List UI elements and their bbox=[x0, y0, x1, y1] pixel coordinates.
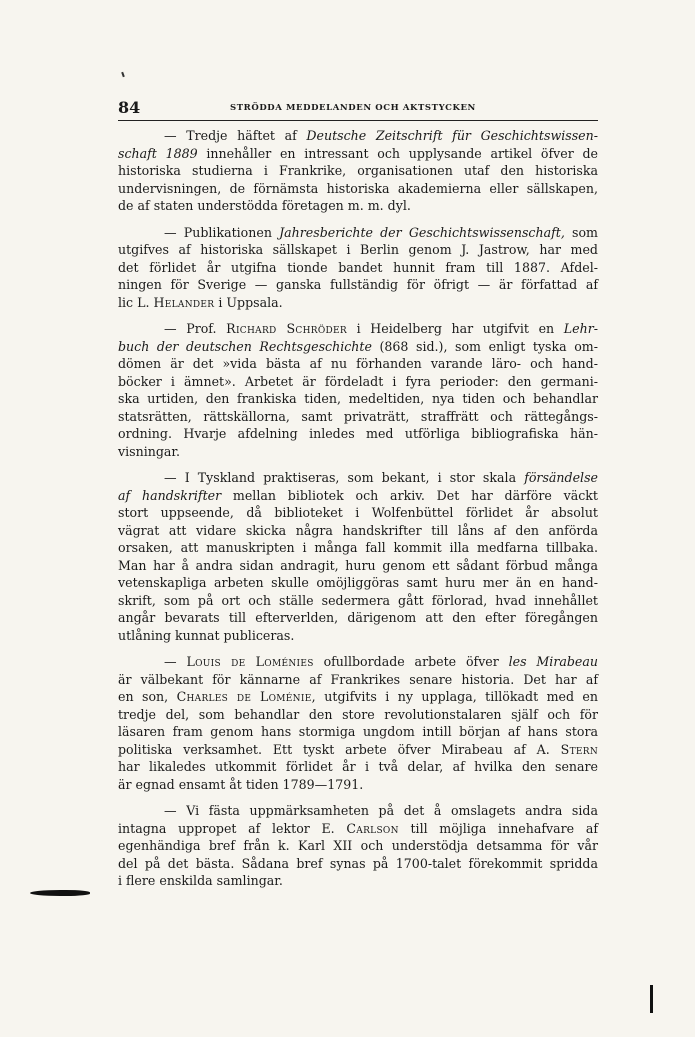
running-head: STRÖDDA MEDDELANDEN OCH AKTSTYCKEN bbox=[230, 103, 476, 113]
text-run: angår bevarats till efterverlden, därigenom att den efter föregången bbox=[118, 610, 598, 625]
text-line bbox=[118, 539, 598, 557]
text-line bbox=[118, 522, 598, 540]
text-run: vetenskapliga arbeten skulle omöjliggöras samt huru mer än en hand- bbox=[118, 575, 598, 590]
text-line bbox=[118, 688, 598, 706]
text-run: utgifvits i ny upplaga, tillökadt med en bbox=[315, 689, 599, 704]
text-line bbox=[118, 706, 598, 724]
paragraph bbox=[118, 802, 598, 890]
text-line bbox=[118, 504, 598, 522]
text-line bbox=[118, 820, 598, 838]
text-run: utgifves af historiska sällskapet i Berlin genom J. Jastrow, har med bbox=[118, 242, 598, 257]
text-run: historiska studierna i Frankrike, organisationen utaf den historiska bbox=[118, 163, 598, 178]
text-line bbox=[118, 162, 598, 180]
text-run: innehåller en intressant och upplysande artikel öfver de bbox=[197, 145, 598, 161]
page-header bbox=[118, 98, 598, 118]
text-line bbox=[118, 592, 598, 610]
text-line bbox=[118, 276, 598, 294]
text-run: mellan bibliotek och arkiv. Det har därföre väckt bbox=[221, 487, 598, 503]
text-run: lic L. bbox=[118, 294, 154, 310]
text-run: vägrat att vidare skicka några handskrifter till låns af den anförda bbox=[118, 522, 598, 538]
text-line bbox=[118, 197, 598, 215]
text-run: i Uppsala. bbox=[214, 294, 283, 310]
scan-speck bbox=[121, 72, 125, 77]
text-line bbox=[118, 574, 598, 592]
text-line bbox=[118, 180, 598, 198]
text-line bbox=[118, 127, 598, 145]
paragraph bbox=[118, 127, 598, 215]
text-run: läsaren fram genom hans stormiga ungdom intill början af hans stora bbox=[118, 724, 598, 739]
text-run: i flere enskilda samlingar. bbox=[118, 873, 283, 888]
text-run: ordning. Hvarje afdelning inledes med utförliga bibliografiska hän- bbox=[118, 426, 598, 441]
text-run: har likaledes utkommit förlidet år i två delar, af hvilka den senare bbox=[118, 759, 598, 774]
text-run: intagna uppropet af lektor E. bbox=[118, 820, 347, 836]
text-line bbox=[118, 855, 598, 873]
text-line bbox=[118, 741, 598, 759]
text-run: Helander bbox=[153, 294, 215, 310]
text-run: ofullbordade arbete öfver bbox=[313, 654, 509, 669]
text-line bbox=[118, 373, 598, 391]
text-run: i Heidelberg har utgifvit en bbox=[346, 321, 564, 336]
text-run: Richard Schröder bbox=[226, 321, 347, 336]
text-run: buch der deutschen Rechtsgeschichte bbox=[118, 338, 372, 354]
paragraph bbox=[118, 320, 598, 460]
text-run: ningen för Sverige — ganska fullständig för öfrigt — är författad af bbox=[118, 277, 598, 292]
text-line bbox=[118, 469, 598, 487]
text-run: — Vi fästa uppmärksamheten på det å omslagets andra sida bbox=[164, 803, 598, 818]
text-run: (868 sid.), som enligt tyska om- bbox=[371, 338, 598, 354]
text-run: — Prof. bbox=[164, 321, 227, 336]
text-run: som bbox=[564, 224, 598, 240]
text-line bbox=[118, 408, 598, 426]
text-run: en son, bbox=[118, 689, 177, 704]
text-run: — Tredje häftet af bbox=[164, 128, 307, 143]
text-run: Man har å andra sidan andragit, huru genom ett sådant förbud många bbox=[118, 557, 598, 573]
text-run: Jahresberichte der Geschichtswissenschaft, bbox=[279, 224, 565, 240]
text-run: böcker i ämnet». Arbetet är fördeladt i fyra perioder: den germani- bbox=[118, 373, 598, 389]
text-line bbox=[118, 320, 598, 338]
text-run: är välbekant för kännarne af Frankrikes senare historia. Det har af bbox=[118, 671, 598, 687]
text-line bbox=[118, 776, 598, 794]
text-line bbox=[118, 443, 598, 461]
scan-ink-stroke-left bbox=[30, 890, 90, 896]
text-run: det förlidet år utgifna tionde bandet hunnit fram till 1887. Afdel- bbox=[118, 259, 598, 275]
text-run: statsrätten, rättskällorna, samt privaträtt, straffrätt och rättegångs- bbox=[118, 408, 598, 424]
text-run: Stern bbox=[560, 741, 598, 757]
text-line bbox=[118, 487, 598, 505]
text-line bbox=[118, 837, 598, 855]
text-run: försändelse bbox=[524, 470, 598, 485]
text-run: stort uppseende, då biblioteket i Wolfenbüttel förlidet år absolut bbox=[118, 505, 598, 520]
text-line bbox=[118, 653, 598, 671]
text-run: visningar. bbox=[118, 443, 181, 459]
text-run: till möjliga innehafvare af bbox=[398, 820, 598, 836]
text-run: Louis de Loménies bbox=[186, 654, 314, 669]
text-line bbox=[118, 627, 598, 645]
text-run: Charles de Loménie, bbox=[176, 689, 316, 704]
text-line bbox=[118, 390, 598, 408]
paragraph bbox=[118, 653, 598, 793]
text-line bbox=[118, 294, 598, 312]
scan-ink-stroke-right bbox=[650, 985, 653, 1013]
text-line bbox=[118, 758, 598, 776]
text-run: af handskrifter bbox=[118, 487, 222, 503]
text-line bbox=[118, 802, 598, 820]
text-run: — bbox=[164, 654, 187, 669]
text-run: tredje del, som behandlar den store revolutionstalaren själf och för bbox=[118, 706, 598, 722]
text-line bbox=[118, 609, 598, 627]
text-run: orsaken, att manuskripten i många fall kommit illa medfarna tillbaka. bbox=[118, 540, 598, 555]
text-run: undervisningen, de förnämsta historiska akademierna eller sällskapen, bbox=[118, 180, 598, 196]
text-run: skrift, som på ort och ställe sedermera gått förlorad, hvad innehållet bbox=[118, 592, 598, 608]
paragraph bbox=[118, 224, 598, 312]
text-run: utlåning kunnat publiceras. bbox=[118, 627, 295, 643]
text-line bbox=[118, 259, 598, 277]
text-run: politiska verksamhet. Ett tyskt arbete öfver Mirabeau af A. bbox=[118, 741, 561, 757]
text-run: ska urtiden, den frankiska tiden, medeltiden, nya tiden och behandlar bbox=[118, 391, 598, 406]
paragraph bbox=[118, 469, 598, 644]
text-line bbox=[118, 224, 598, 242]
text-line bbox=[118, 145, 598, 163]
text-body bbox=[118, 127, 598, 899]
text-run: les Mirabeau bbox=[508, 654, 598, 669]
text-line bbox=[118, 557, 598, 575]
text-line bbox=[118, 241, 598, 259]
text-line bbox=[118, 338, 598, 356]
text-run: Deutsche Zeitschrift für Geschichtswissen- bbox=[306, 128, 598, 143]
text-run: — I Tyskland praktiseras, som bekant, i stor skala bbox=[164, 470, 525, 485]
text-line bbox=[118, 425, 598, 443]
text-line bbox=[118, 723, 598, 741]
text-run: de af staten understödda företagen m. m. dyl. bbox=[118, 198, 411, 213]
header-rule bbox=[118, 120, 598, 121]
text-run: egenhändiga bref från k. Karl XII och understödja detsamma för vår bbox=[118, 838, 598, 853]
text-run: Lehr- bbox=[563, 321, 598, 336]
text-run: del på det bästa. Sådana bref synas på 1700-talet förekommit spridda bbox=[118, 855, 598, 871]
text-line bbox=[118, 355, 598, 373]
text-run: Carlson bbox=[346, 820, 399, 836]
text-run: är egnad ensamt åt tiden 1789—1791. bbox=[118, 776, 364, 792]
text-run: dömen är det »vida bästa af nu förhanden varande läro- och hand- bbox=[118, 356, 598, 371]
text-line bbox=[118, 671, 598, 689]
text-run: — Publikationen bbox=[164, 224, 280, 240]
text-run: schaft 1889 bbox=[118, 145, 198, 161]
text-line bbox=[118, 872, 598, 890]
page-number: 84 bbox=[118, 98, 141, 117]
